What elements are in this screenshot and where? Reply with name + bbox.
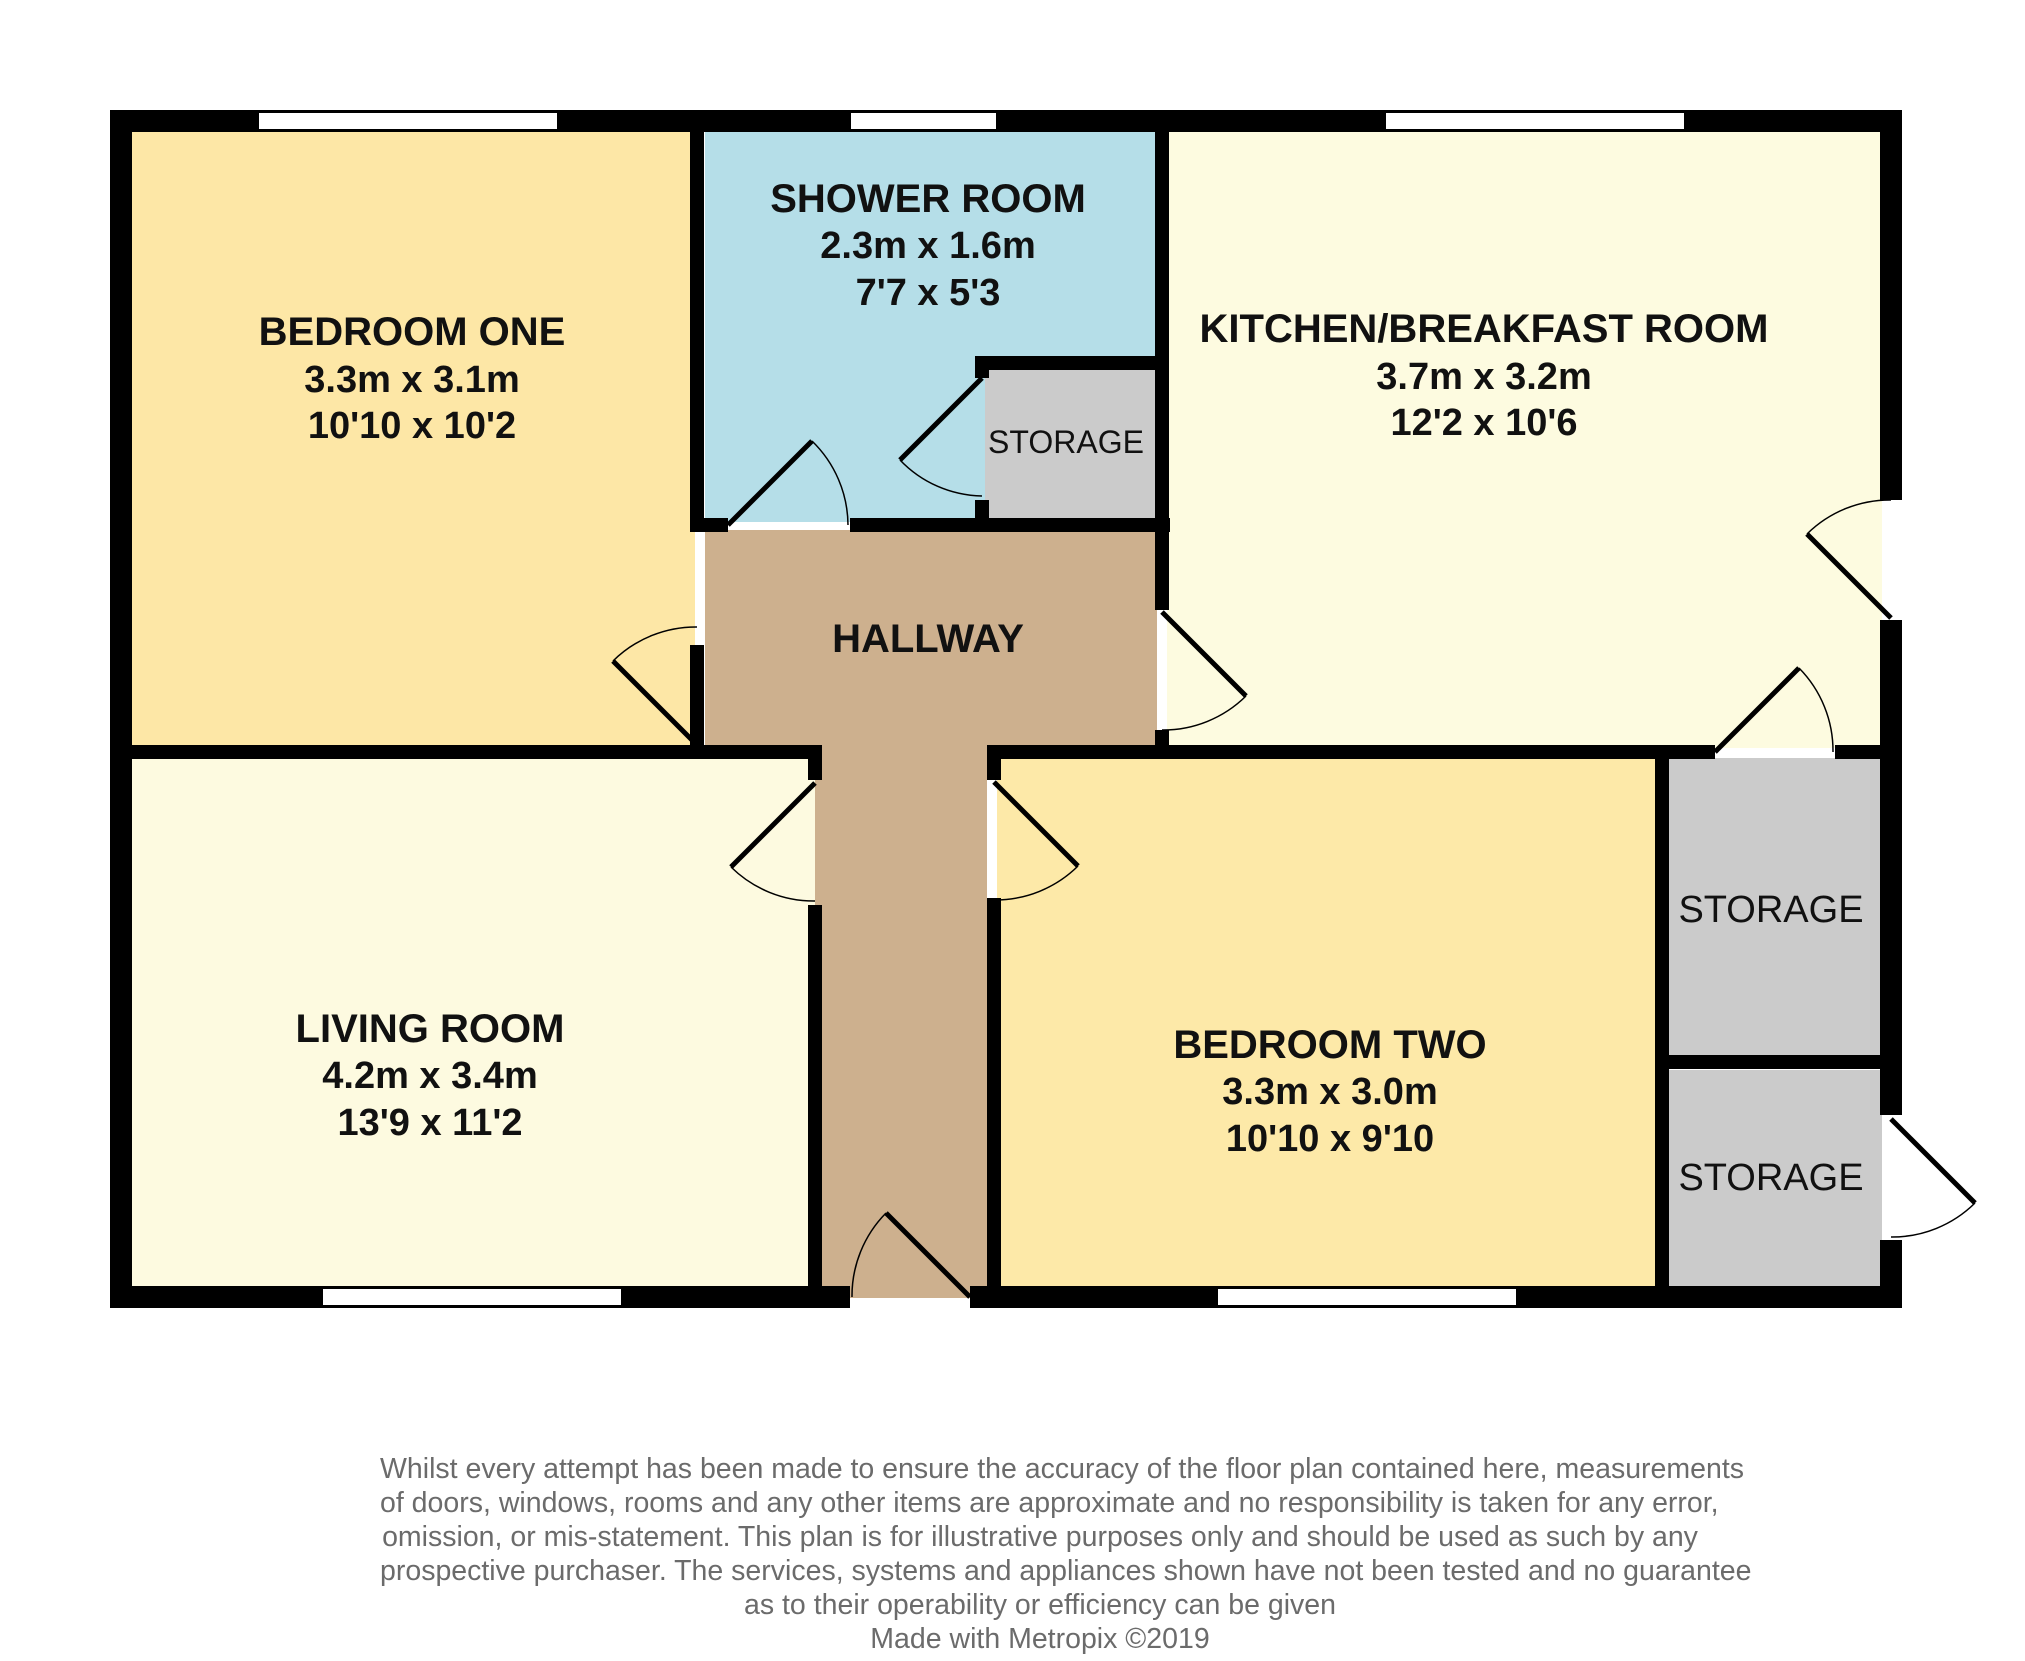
outer-wall-left — [110, 110, 132, 1308]
wall-bedroom1-shower — [690, 110, 704, 530]
living-room-metric: 4.2m x 3.4m — [322, 1055, 538, 1097]
disclaimer-line: Whilst every attempt has been made to ensure the accuracy of the floor plan contained here, measurements — [380, 1453, 1744, 1485]
door-storage-lower — [1891, 1119, 1975, 1237]
disclaimer-line: omission, or mis-statement. This plan is for illustrative purposes only and should be used as such by any — [382, 1521, 1698, 1553]
storage-lower-label: STORAGE — [1678, 1157, 1864, 1199]
bedroom-one-name: BEDROOM ONE — [258, 310, 566, 354]
wall-shower-hall-b — [850, 518, 1170, 532]
wall-bed2-storage — [1655, 745, 1669, 1308]
wall-corridor-bed2 — [987, 898, 1001, 1308]
disclaimer-line: of doors, windows, rooms and any other items are approximate and no responsibility is taken for any error, — [380, 1487, 1719, 1519]
disclaimer-line: as to their operability or efficiency can be given — [744, 1589, 1336, 1621]
storage-shower-label: STORAGE — [988, 424, 1144, 460]
wall-storage-left-top — [975, 356, 989, 378]
hallway-corridor-fill — [815, 740, 987, 1298]
disclaimer-line: prospective purchaser. The services, systems and appliances shown have not been tested and no guarantee — [380, 1555, 1752, 1587]
outer-wall-right-mid — [1880, 620, 1902, 1115]
window-living-room — [322, 1288, 622, 1306]
wall-storage-left-bottom — [975, 500, 989, 530]
shower-room-imperial: 7'7 x 5'3 — [855, 272, 1001, 314]
wall-middle-left — [110, 745, 820, 759]
bedroom-two-imperial: 10'10 x 9'10 — [1225, 1118, 1435, 1160]
wall-corridor-bed2-top — [987, 745, 1001, 780]
wall-middle-right — [990, 745, 1715, 759]
wall-living-corridor-top — [808, 745, 822, 780]
living-room-name: LIVING ROOM — [295, 1007, 565, 1051]
kitchen-imperial: 12'2 x 10'6 — [1390, 402, 1578, 444]
bedroom-two-metric: 3.3m x 3.0m — [1222, 1071, 1438, 1113]
disclaimer — [380, 1452, 1752, 1656]
wall-middle-right-end — [1835, 745, 1902, 759]
wall-storage-top — [975, 356, 1160, 370]
metropix-credit: Made with Metropix ©2019 — [870, 1623, 1210, 1655]
wall-storage-divider — [1655, 1055, 1902, 1069]
bedroom-two-name: BEDROOM TWO — [1173, 1023, 1487, 1067]
wall-living-corridor — [808, 905, 822, 1305]
bedroom-one-metric: 3.3m x 3.1m — [304, 359, 520, 401]
wall-shower-hall-a — [690, 518, 728, 532]
outer-wall-right-top — [1880, 110, 1902, 500]
outer-wall-right-bottom — [1880, 1240, 1902, 1308]
window-bedroom-one — [258, 112, 558, 130]
living-room-imperial: 13'9 x 11'2 — [337, 1102, 523, 1144]
shower-room-metric: 2.3m x 1.6m — [820, 225, 1036, 267]
hallway-name: HALLWAY — [832, 617, 1024, 661]
window-bedroom-two — [1217, 1288, 1517, 1306]
bedroom-one-imperial: 10'10 x 10'2 — [307, 405, 517, 447]
kitchen-name: KITCHEN/BREAKFAST ROOM — [1199, 307, 1769, 351]
kitchen-metric: 3.7m x 3.2m — [1376, 356, 1592, 398]
window-kitchen — [1385, 112, 1685, 130]
window-shower-room — [850, 112, 997, 130]
shower-room-name: SHOWER ROOM — [770, 177, 1086, 221]
storage-upper-label: STORAGE — [1678, 889, 1864, 931]
